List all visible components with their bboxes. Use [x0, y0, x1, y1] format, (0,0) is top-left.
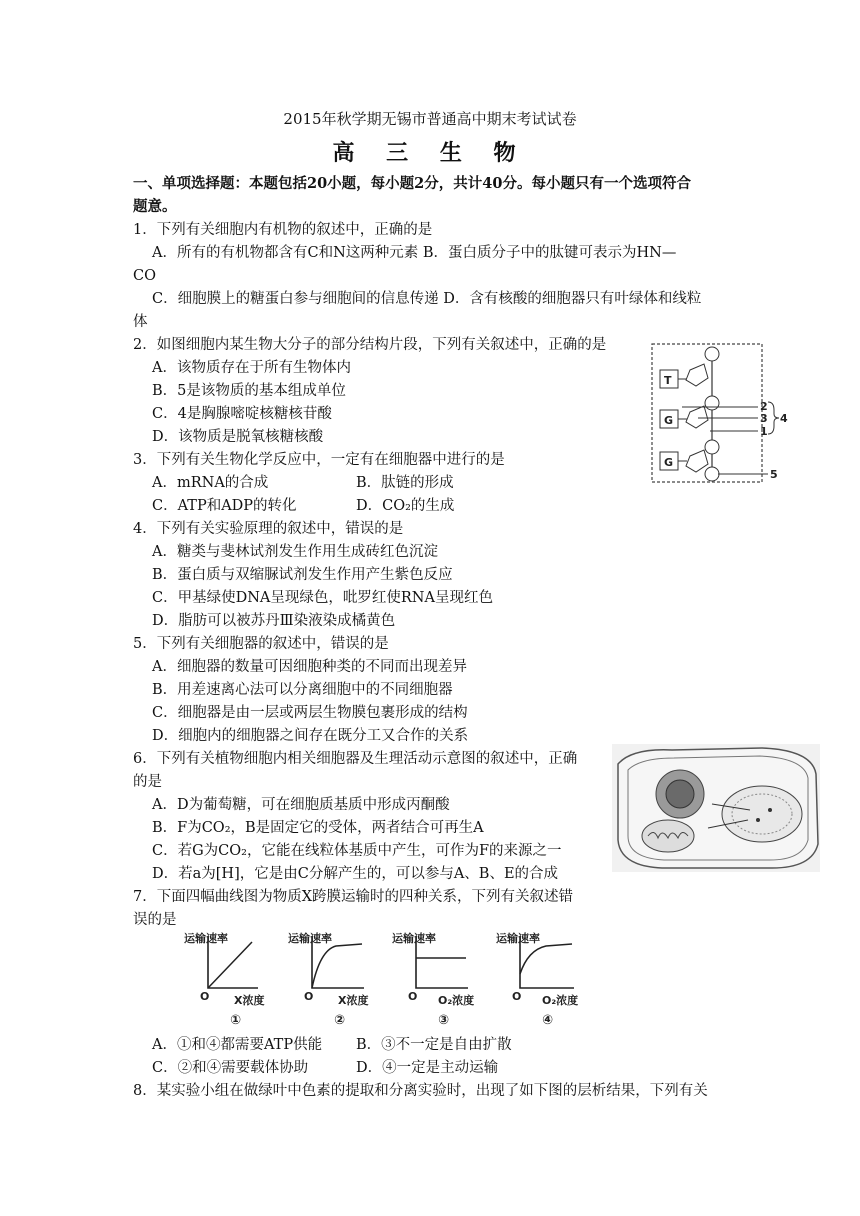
graph-4-xlabel: O₂浓度	[542, 994, 579, 1007]
q7-option-a: A．①和④都需要ATP供能	[152, 1037, 323, 1053]
label-2: 2	[760, 400, 768, 413]
q4-stem: 4．下列有关实验原理的叙述中，错误的是	[133, 521, 404, 537]
chloroplast	[722, 786, 802, 842]
exam-title: 高 三 生 物	[332, 140, 528, 166]
exam-subtitle: 2015年秋学期无锡市普通高中期末考试试卷	[283, 110, 577, 128]
q4-option-b: B．蛋白质与双缩脲试剂发生作用产生紫色反应	[152, 567, 453, 583]
q7-stem-line1: 7．下面四幅曲线图为物质X跨膜运输时的四种关系，下列有关叙述错	[133, 889, 574, 905]
graph-4-origin: O	[512, 990, 522, 1003]
graph-1	[184, 931, 264, 1028]
graph-4-number: ④	[542, 1013, 554, 1028]
nucleotide-chain-figure	[642, 328, 792, 488]
phosphate-circle	[705, 347, 719, 361]
q3-option-d: D．CO₂的生成	[356, 498, 455, 514]
q7-option-c: C．②和④需要载体协助	[152, 1060, 309, 1076]
q7-option-b: B．③不一定是自由扩散	[356, 1037, 512, 1053]
transport-graphs	[180, 928, 600, 1030]
graph-2-xlabel: X浓度	[338, 994, 369, 1007]
graph-4-ylabel: 运输速率	[496, 932, 540, 945]
q5-option-d: D．细胞内的细胞器之间存在既分工又合作的关系	[152, 728, 469, 744]
q3-option-a: A．mRNA的合成	[152, 475, 269, 491]
graph-1-origin: O	[200, 990, 210, 1003]
q6-option-a: A．D为葡萄糖，可在细胞质基质中形成丙酮酸	[152, 797, 450, 813]
graph-3	[392, 931, 474, 1028]
q1-option-b-wrap: CO	[133, 268, 156, 284]
q3-option-c: C．ATP和ADP的转化	[152, 498, 297, 514]
plant-cell-figure	[612, 744, 820, 872]
q1-stem: 1．下列有关细胞内有机物的叙述中，正确的是	[133, 222, 433, 238]
q3-stem: 3．下列有关生物化学反应中，一定有在细胞器中进行的是	[133, 452, 505, 468]
base-label-3: G	[664, 456, 674, 469]
q2-stem: 2．如图细胞内某生物大分子的部分结构片段，下列有关叙述中，正确的是	[133, 337, 607, 353]
q1-option-cd: C．细胞膜上的糖蛋白参与细胞间的信息传递 D．含有核酸的细胞器只有叶绿体和线粒	[152, 291, 702, 307]
q7-stem-line2: 误的是	[133, 912, 177, 928]
graph-3-ylabel: 运输速率	[392, 932, 436, 945]
phosphate-circle	[705, 440, 719, 454]
section-heading-line1: 一、单项选择题：本题包括20小题，每小题2分，共计40分。每小题只有一个选项符合	[133, 175, 691, 192]
graph-2	[288, 931, 368, 1028]
q8-stem: 8．某实验小组在做绿叶中色素的提取和分离实验时，出现了如下图的层析结果，下列有关	[133, 1083, 708, 1099]
sugar-pentagon	[686, 406, 708, 428]
sugar-pentagon	[686, 450, 708, 472]
phosphate-circle	[705, 467, 719, 481]
graph-2-origin: O	[304, 990, 314, 1003]
q2-option-b: B．5是该物质的基本组成单位	[152, 383, 346, 399]
section-heading-line2: 题意。	[133, 198, 177, 215]
q2-option-a: A．该物质存在于所有生物体内	[152, 360, 351, 376]
label-4: 4	[780, 412, 788, 425]
graph-2-number: ②	[334, 1013, 346, 1028]
q1-option-ab: A．所有的有机物都含有C和N这两种元素 B．蛋白质分子中的肽键可表示为HN—	[152, 245, 677, 261]
q7-option-d: D．④一定是主动运输	[356, 1060, 499, 1076]
graph-3-origin: O	[408, 990, 418, 1003]
base-label-1: T	[664, 374, 672, 387]
q5-option-a: A．细胞器的数量可因细胞种类的不同而出现差异	[152, 659, 467, 675]
q1-option-d-wrap: 体	[133, 314, 148, 330]
sugar-pentagon	[686, 364, 708, 386]
q2-option-c: C．4是胸腺嘧啶核糖核苷酸	[152, 406, 332, 422]
mitochondrion	[642, 820, 694, 852]
q4-option-a: A．糖类与斐林试剂发生作用生成砖红色沉淀	[152, 544, 438, 560]
graph-2-ylabel: 运输速率	[288, 932, 332, 945]
q2-option-d: D．该物质是脱氧核糖核酸	[152, 429, 324, 445]
phosphate-circle	[705, 396, 719, 410]
base-label-2: G	[664, 414, 674, 427]
q6-stem-line2: 的是	[133, 774, 162, 790]
graph-1-xlabel: X浓度	[234, 994, 265, 1007]
graph-1-ylabel: 运输速率	[184, 932, 228, 945]
label-3: 3	[760, 412, 768, 425]
q5-stem: 5．下列有关细胞器的叙述中，错误的是	[133, 636, 389, 652]
q6-option-d: D．若a为[H]，它是由C分解产生的，可以参与A、B、E的合成	[152, 866, 559, 882]
graph-1-number: ①	[230, 1013, 242, 1028]
q3-option-b: B．肽链的形成	[356, 475, 454, 491]
q6-option-c: C．若G为CO₂，它能在线粒体基质中产生，可作为F的来源之一	[152, 843, 562, 859]
q5-option-b: B．用差速离心法可以分离细胞中的不同细胞器	[152, 682, 453, 698]
graph-4	[496, 931, 578, 1028]
q5-option-c: C．细胞器是由一层或两层生物膜包裹形成的结构	[152, 705, 468, 721]
graph-3-xlabel: O₂浓度	[438, 994, 475, 1007]
label-1: 1	[760, 425, 768, 438]
label-5: 5	[770, 468, 778, 481]
q4-option-c: C．甲基绿使DNA呈现绿色，吡罗红使RNA呈现红色	[152, 590, 493, 606]
q4-option-d: D．脂肪可以被苏丹Ⅲ染液染成橘黄色	[152, 613, 396, 629]
graph-3-number: ③	[438, 1013, 450, 1028]
q6-option-b: B．F为CO₂，B是固定它的受体，两者结合可再生A	[152, 820, 484, 836]
q6-stem-line1: 6．下列有关植物细胞内相关细胞器及生理活动示意图的叙述中，正确	[133, 751, 578, 767]
